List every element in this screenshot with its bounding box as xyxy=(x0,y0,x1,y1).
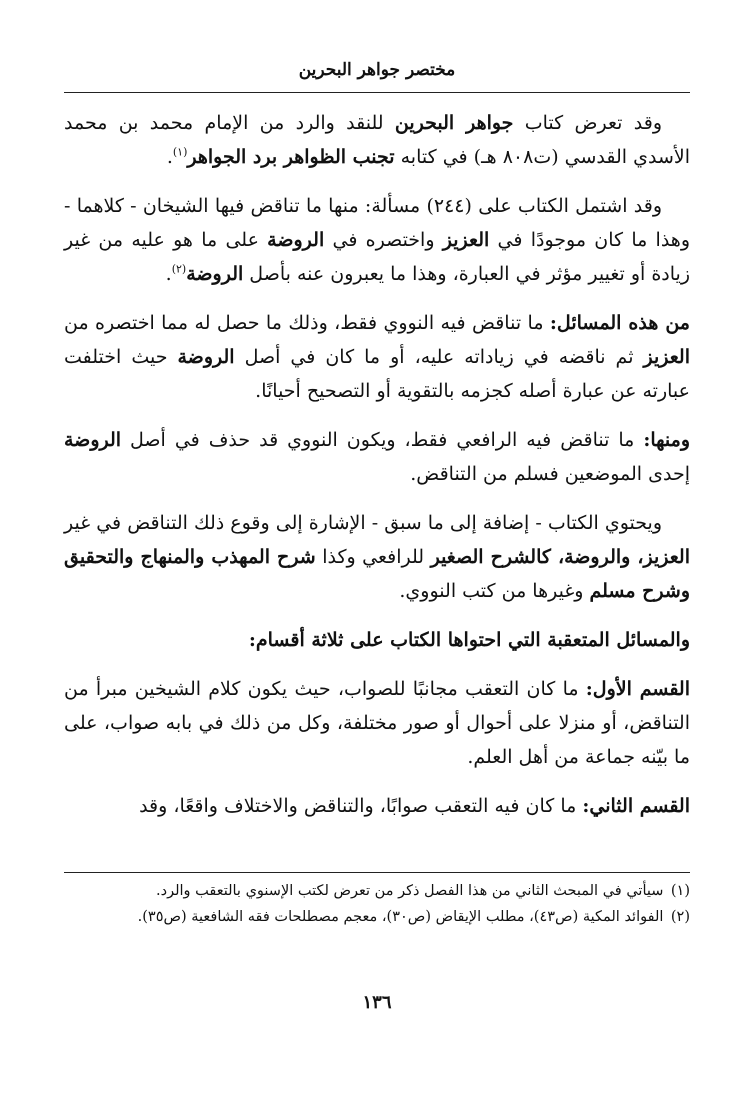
bold-term: والمسائل المتعقبة التي احتواها الكتاب على ثلاثة أقسام: xyxy=(248,629,690,651)
body-text xyxy=(64,106,690,838)
paragraph-8 xyxy=(64,789,690,823)
text-run: للنقد والرد من الإمام محمد بن محمد الأسدي القدسي (ت٨٠٨ هـ) في كتابه xyxy=(64,112,690,168)
bold-term: الروضة xyxy=(177,346,235,368)
bold-term: الروضة xyxy=(186,263,244,285)
paragraph-7 xyxy=(64,672,690,774)
paragraph-1 xyxy=(64,106,690,174)
footnote-ref: (٢) xyxy=(171,262,187,276)
paragraph-4 xyxy=(64,423,690,491)
footnote-text: سيأتي في المبحث الثاني من هذا الفصل ذكر من تعرض لكتب الإسنوي بالتعقب والرد. xyxy=(156,883,664,899)
text-run: على ما هو عليه من غير زيادة أو تغيير مؤثر في العبارة، وهذا ما يعبرون عنه بأصل xyxy=(64,229,690,285)
footnote-1 xyxy=(64,878,690,904)
text-run: . xyxy=(165,263,172,285)
bold-term: العزيز xyxy=(643,346,691,368)
running-header-title: مختصر جواهر البحرين xyxy=(298,60,456,80)
footnote-ref: (١) xyxy=(172,145,188,159)
text-run: . xyxy=(166,146,173,168)
bold-term: الروضة xyxy=(267,229,325,251)
text-run: ويحتوي الكتاب - إضافة إلى ما سبق - الإشارة إلى وقوع ذلك التناقض في غير xyxy=(64,512,662,534)
bold-term: القسم الأول: xyxy=(585,678,691,700)
footnote-number: (٢) xyxy=(670,909,690,925)
text-run: وغيرها من كتب النووي. xyxy=(399,580,590,602)
bold-term: العزيز xyxy=(442,229,490,251)
text-run: إحدى الموضعين فسلم من التناقض. xyxy=(410,463,690,485)
text-run: ما تناقض فيه النووي فقط، وذلك ما حصل له مما اختصره من xyxy=(64,312,550,334)
bold-term: القسم الثاني: xyxy=(582,795,690,817)
paragraph-5 xyxy=(64,506,690,608)
text-run: ما كان فيه التعقب صوابًا، والتناقض والاختلاف واقعًا، وقد xyxy=(139,795,583,817)
text-run: واختصره في xyxy=(324,229,443,251)
footnote-rule xyxy=(64,872,690,873)
paragraph-2 xyxy=(64,189,690,291)
paragraph-3 xyxy=(64,306,690,408)
text-run: ما كان التعقب مجانبًا للصواب، حيث يكون كلام الشيخين مبرأ من التناقض، أو منزلا على أحوال أو صور مختلفة، وكل من ذلك في بابه صواب، على ما بيّنه جماعة من أهل العلم. xyxy=(64,678,690,768)
footnote-2 xyxy=(64,904,690,930)
text-run: ما تناقض فيه الرافعي فقط، ويكون النووي قد حذف في أصل xyxy=(121,429,644,451)
text-run: وقد تعرض كتاب xyxy=(513,112,662,134)
page-number: ١٣٦ xyxy=(362,992,392,1013)
footnote-text: الفوائد المكية (ص٤٣)، مطلب الإيقاض (ص٣٠)، معجم مصطلحات فقه الشافعية (ص٣٥). xyxy=(137,909,664,925)
header-rule xyxy=(64,92,690,93)
text-run: ثم ناقضه في زياداته عليه، أو ما كان في أصل xyxy=(234,346,644,368)
bold-term: شرح المهذب والمنهاج والتحقيق وشرح مسلم xyxy=(64,546,690,602)
text-run: حيث اختلفت عبارته عن عبارة أصله كجزمه بالتقوية أو التصحيح أحيانًا. xyxy=(64,346,690,402)
footnotes xyxy=(64,878,690,930)
text-run: وقد اشتمل الكتاب على (٢٤٤) مسألة: منها ما تناقض فيها الشيخان - كلاهما - وهذا ما كان موجودًا في xyxy=(64,195,690,251)
bold-term: ومنها: xyxy=(643,429,690,451)
text-run: للرافعي وكذا xyxy=(315,546,431,568)
footnote-number: (١) xyxy=(670,883,690,899)
bold-term: من هذه المسائل: xyxy=(549,312,690,334)
bold-term: العزيز، والروضة، كالشرح الصغير xyxy=(430,546,690,568)
bold-term: جواهر البحرين xyxy=(394,112,514,134)
paragraph-6 xyxy=(64,623,690,657)
bold-term: الروضة xyxy=(64,429,122,451)
bold-term: تجنب الظواهر برد الجواهر xyxy=(187,146,395,168)
